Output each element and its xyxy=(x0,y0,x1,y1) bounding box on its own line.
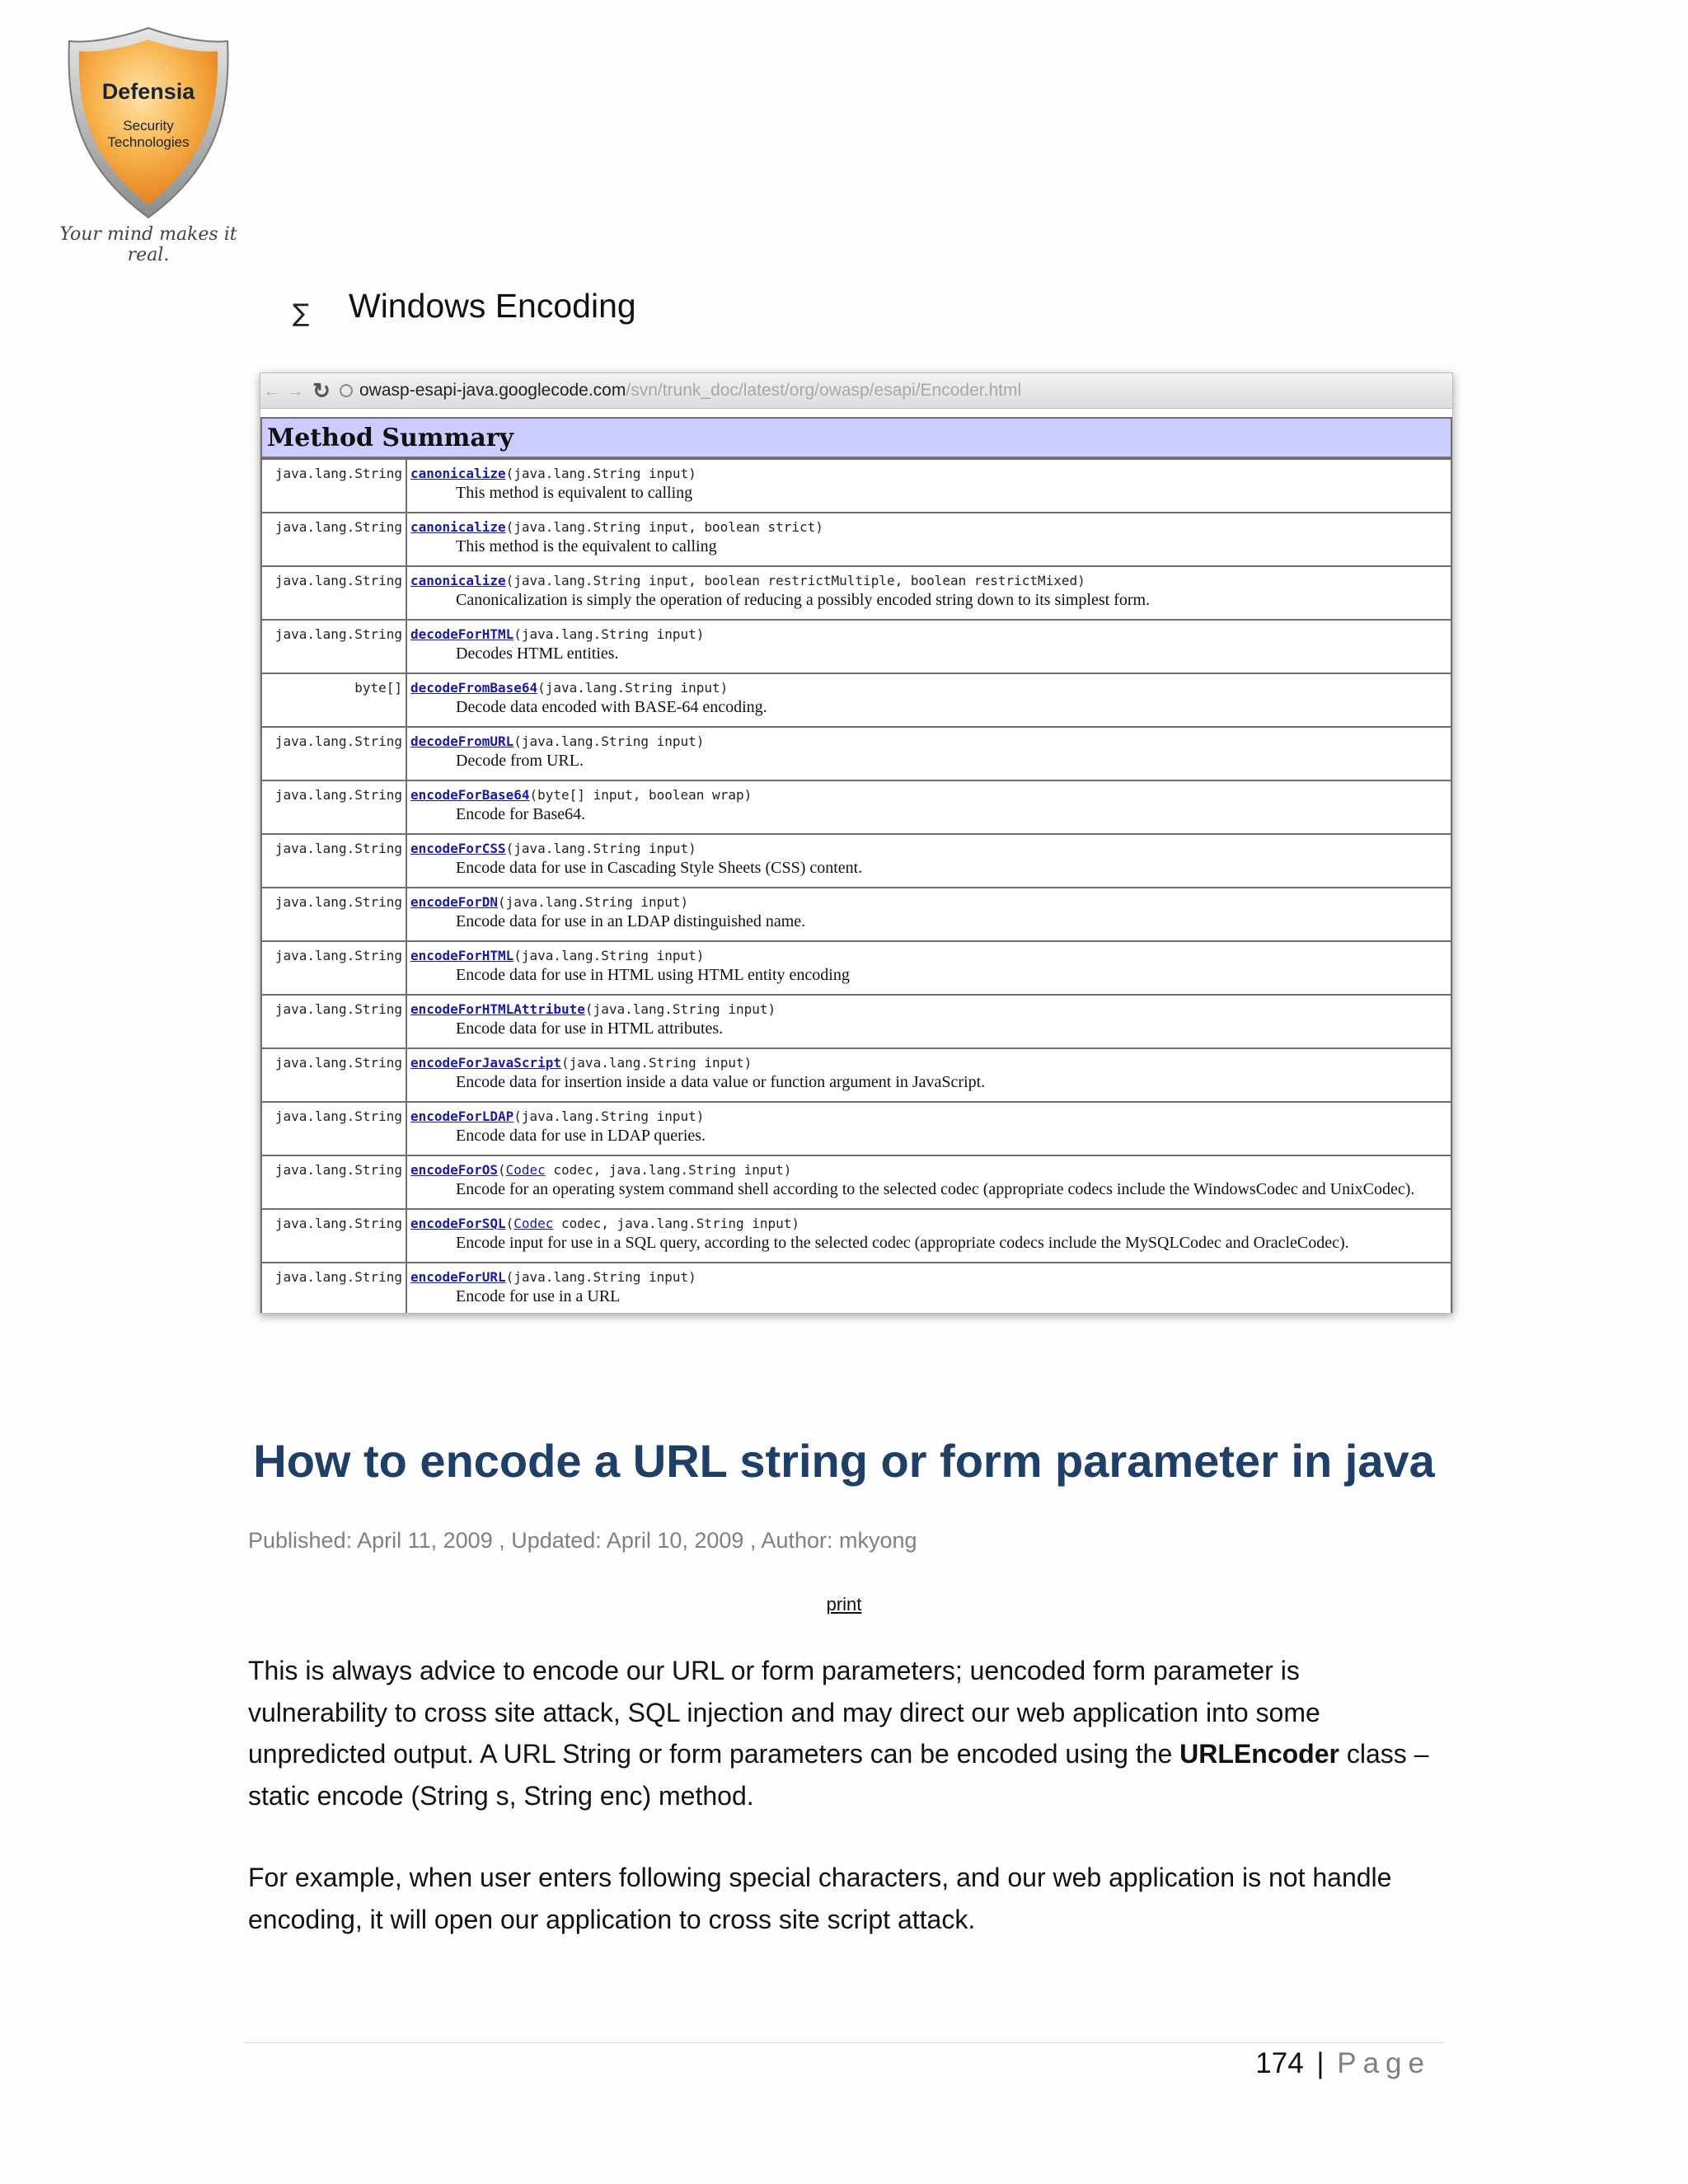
method-params: (java.lang.String input) xyxy=(584,1001,776,1017)
method-description: Encode for use in a URL xyxy=(456,1287,621,1305)
back-arrow-icon[interactable]: ← xyxy=(263,380,281,401)
method-signature-cell xyxy=(406,1048,1451,1102)
method-row xyxy=(261,1155,1451,1209)
method-signature-cell xyxy=(406,459,1451,513)
return-type: byte[] xyxy=(261,673,406,727)
method-signature xyxy=(410,1108,1447,1124)
method-row xyxy=(261,673,1451,727)
logo-subtitle-2: Technologies xyxy=(107,134,190,150)
article-title: How to encode a URL string or form parameter in java xyxy=(253,1435,1435,1487)
method-row xyxy=(261,1209,1451,1263)
method-signature-cell xyxy=(406,1209,1451,1263)
method-row xyxy=(261,1263,1451,1314)
method-params: (java.lang.String input, boolean strict) xyxy=(505,519,823,535)
return-type: java.lang.String xyxy=(261,1048,406,1102)
esapi-screenshot xyxy=(260,373,1453,1314)
method-description: This method is equivalent to calling xyxy=(456,484,693,502)
method-description: This method is the equivalent to calling xyxy=(456,537,717,555)
method-row xyxy=(261,995,1451,1048)
method-params: (byte[] input, boolean wrap) xyxy=(529,787,753,803)
return-type: java.lang.String xyxy=(261,459,406,513)
logo-tagline: Your mind makes it real. xyxy=(59,224,237,265)
method-signature-cell xyxy=(406,620,1451,673)
method-summary-table xyxy=(260,458,1452,1314)
print-link[interactable]: print xyxy=(826,1594,862,1615)
return-type: java.lang.String xyxy=(261,513,406,566)
method-name-link[interactable]: encodeForLDAP xyxy=(410,1108,514,1124)
method-signature-cell xyxy=(406,1263,1451,1314)
return-type: java.lang.String xyxy=(261,780,406,834)
method-name-link[interactable]: decodeForHTML xyxy=(410,626,514,642)
method-params: (java.lang.String input) xyxy=(505,841,696,856)
method-row xyxy=(261,566,1451,620)
method-name-link[interactable]: encodeForURL xyxy=(410,1269,506,1285)
method-signature-cell xyxy=(406,780,1451,834)
method-signature xyxy=(410,948,1447,963)
method-description: Encode data for use in an LDAP distinguished name. xyxy=(456,912,806,930)
page-footer xyxy=(1255,2047,1431,2080)
method-params: (java.lang.String input) xyxy=(497,894,689,910)
urlencoder-class-name: URLEncoder xyxy=(1179,1739,1339,1769)
url-host[interactable]: owasp-esapi-java.googlecode.com xyxy=(359,381,626,400)
method-description: Encode for an operating system command shell according to the selected codec (appropriate codecs include the WindowsCodec and UnixCodec). xyxy=(456,1180,1415,1198)
return-type: java.lang.String xyxy=(261,1155,406,1209)
method-signature xyxy=(410,466,1447,481)
method-signature-cell xyxy=(406,673,1451,727)
page-word: Page xyxy=(1337,2047,1431,2079)
return-type: java.lang.String xyxy=(261,1102,406,1155)
method-params: (java.lang.String input) xyxy=(537,680,729,696)
method-signature-cell xyxy=(406,834,1451,888)
return-type: java.lang.String xyxy=(261,1263,406,1314)
method-params: codec, java.lang.String input) xyxy=(545,1162,792,1178)
method-row xyxy=(261,620,1451,673)
method-signature xyxy=(410,894,1447,910)
method-summary-title: Method Summary xyxy=(260,417,1452,458)
defensia-logo xyxy=(58,25,239,265)
paragraph-example: For example, when user enters following special characters, and our web application is not handle encoding, it will open our application to cross site script attack. xyxy=(248,1863,1392,1934)
method-signature-cell xyxy=(406,995,1451,1048)
method-row xyxy=(261,780,1451,834)
return-type: java.lang.String xyxy=(261,995,406,1048)
method-signature xyxy=(410,1055,1447,1071)
method-name-link[interactable]: encodeForHTMLAttribute xyxy=(410,1001,585,1017)
method-signature-cell xyxy=(406,888,1451,941)
method-params: (java.lang.String input, boolean restrictMultiple, boolean restrictMixed) xyxy=(505,573,1085,588)
method-row xyxy=(261,941,1451,995)
method-row xyxy=(261,888,1451,941)
method-params: codec, java.lang.String input) xyxy=(553,1216,800,1231)
method-signature-cell xyxy=(406,727,1451,780)
method-signature xyxy=(410,1269,1447,1285)
method-row xyxy=(261,1048,1451,1102)
section-heading xyxy=(293,284,636,328)
codec-link[interactable]: Codec xyxy=(505,1162,546,1178)
method-signature-cell xyxy=(406,941,1451,995)
page-number: 174 xyxy=(1255,2047,1304,2079)
method-signature xyxy=(410,787,1447,803)
method-description: Encode data for use in LDAP queries. xyxy=(456,1127,706,1145)
footer-divider xyxy=(244,2042,1444,2043)
paragraph-intro xyxy=(248,1650,1435,1816)
method-description: Encode for Base64. xyxy=(456,805,586,823)
method-name-link[interactable]: encodeForSQL xyxy=(410,1216,506,1231)
paragraph-intro-text: This is always advice to encode our URL or form parameters; uencoded form parameter is vulnerability to cross site attack, SQL injection and may direct our web application into some unpredicted output. A URL String or form parameters can be encoded using the xyxy=(248,1656,1320,1769)
method-name-link[interactable]: encodeForOS xyxy=(410,1162,498,1178)
method-description: Encode data for use in HTML attributes. xyxy=(456,1019,724,1038)
method-name-link[interactable]: encodeForJavaScript xyxy=(410,1055,562,1071)
method-signature xyxy=(410,841,1447,856)
method-name-link[interactable]: encodeForBase64 xyxy=(410,787,530,803)
method-signature xyxy=(410,626,1447,642)
method-row xyxy=(261,513,1451,566)
method-description: Encode input for use in a SQL query, according to the selected codec (appropriate codecs include the MySQLCodec and OracleCodec). xyxy=(456,1234,1349,1252)
method-params: (java.lang.String input) xyxy=(513,733,705,749)
codec-link[interactable]: Codec xyxy=(513,1216,554,1231)
method-description: Decodes HTML entities. xyxy=(456,644,619,663)
return-type: java.lang.String xyxy=(261,727,406,780)
reload-icon[interactable]: ↻ xyxy=(312,377,331,403)
sigma-bullet-icon: ∑ xyxy=(293,299,310,328)
method-name-link[interactable]: encodeForHTML xyxy=(410,948,514,963)
method-signature xyxy=(410,519,1447,535)
method-description: Decode data encoded with BASE-64 encoding. xyxy=(456,698,767,716)
method-description: Encode data for use in HTML using HTML entity encoding xyxy=(456,966,850,984)
method-description: Encode data for insertion inside a data value or function argument in JavaScript. xyxy=(456,1073,986,1091)
return-type: java.lang.String xyxy=(261,620,406,673)
method-row xyxy=(261,1102,1451,1155)
method-signature-cell xyxy=(406,513,1451,566)
method-row xyxy=(261,459,1451,513)
method-signature-cell xyxy=(406,566,1451,620)
method-name-link[interactable]: canonicalize xyxy=(410,573,506,588)
paren-open: ( xyxy=(497,1162,506,1178)
method-signature xyxy=(410,1001,1447,1017)
page-globe-icon xyxy=(340,384,353,397)
return-type: java.lang.String xyxy=(261,888,406,941)
method-signature-cell xyxy=(406,1155,1451,1209)
method-row xyxy=(261,727,1451,780)
return-type: java.lang.String xyxy=(261,941,406,995)
method-row xyxy=(261,834,1451,888)
return-type: java.lang.String xyxy=(261,566,406,620)
method-params: (java.lang.String input) xyxy=(513,948,705,963)
footer-separator: | xyxy=(1316,2047,1325,2079)
method-signature xyxy=(410,573,1447,588)
method-params: (java.lang.String input) xyxy=(505,466,696,481)
forward-arrow-icon[interactable]: → xyxy=(286,380,304,401)
method-params: (java.lang.String input) xyxy=(513,626,705,642)
method-signature xyxy=(410,1162,1447,1178)
method-description: Encode data for use in Cascading Style Sheets (CSS) content. xyxy=(456,859,863,877)
method-signature-cell xyxy=(406,1102,1451,1155)
article-meta: Published: April 11, 2009 , Updated: April 10, 2009 , Author: mkyong xyxy=(248,1528,917,1553)
return-type: java.lang.String xyxy=(261,834,406,888)
shield-icon xyxy=(58,25,239,223)
method-description: Canonicalization is simply the operation of reducing a possibly encoded string down to its simplest form. xyxy=(456,591,1151,609)
method-name-link[interactable]: decodeFromBase64 xyxy=(410,680,538,696)
method-name-link[interactable]: encodeForCSS xyxy=(410,841,506,856)
logo-subtitle-1: Security xyxy=(123,118,174,134)
return-type: java.lang.String xyxy=(261,1209,406,1263)
browser-toolbar xyxy=(260,373,1452,409)
method-signature xyxy=(410,1216,1447,1231)
method-description: Decode from URL. xyxy=(456,752,584,770)
method-name-link[interactable]: decodeFromURL xyxy=(410,733,514,749)
method-name-link[interactable]: canonicalize xyxy=(410,466,506,481)
paragraph-intro-text-end: class – static encode (String s, String enc) method. xyxy=(248,1739,1429,1811)
method-name-link[interactable]: canonicalize xyxy=(410,519,506,535)
method-params: (java.lang.String input) xyxy=(561,1055,753,1071)
method-signature xyxy=(410,680,1447,696)
paren-open: ( xyxy=(505,1216,514,1231)
section-heading-text: Windows Encoding xyxy=(349,287,636,325)
method-name-link[interactable]: encodeForDN xyxy=(410,894,498,910)
logo-name: Defensia xyxy=(101,79,195,104)
method-signature xyxy=(410,733,1447,749)
method-params: (java.lang.String input) xyxy=(513,1108,705,1124)
url-path[interactable]: /svn/trunk_doc/latest/org/owasp/esapi/Encoder.html xyxy=(626,381,1022,400)
method-params: (java.lang.String input) xyxy=(505,1269,696,1285)
